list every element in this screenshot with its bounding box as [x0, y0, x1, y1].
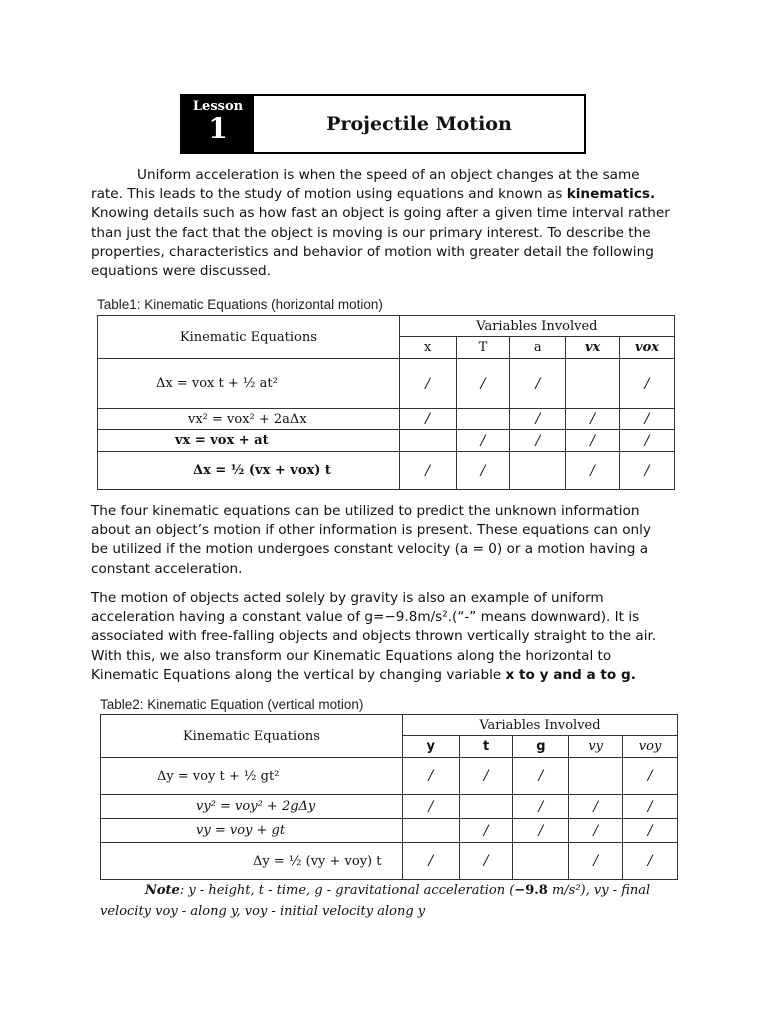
note-text-2: ), vy - final velocity voy - along y, voy - initial velocity along y: [100, 883, 651, 919]
table-row: [98, 430, 675, 452]
intro-bold-term: kinematics.: [566, 186, 656, 203]
table-row: [101, 843, 678, 880]
table1: [97, 315, 675, 490]
check-mark: /: [623, 843, 678, 880]
check-mark: /: [623, 795, 678, 819]
check-mark: /: [399, 409, 456, 430]
table1-caption: Table1: Kinematic Equations (horizontal motion): [97, 297, 383, 312]
table1-var: x: [399, 337, 456, 359]
check-mark: /: [399, 359, 456, 409]
table2-var: y: [402, 736, 459, 758]
table1-var: vox: [620, 337, 675, 359]
table2-caption: Table2: Kinematic Equation (vertical motion): [100, 697, 364, 712]
table2: [100, 714, 678, 880]
check-mark: /: [569, 843, 623, 880]
intro-paragraph: [91, 166, 671, 281]
check-mark: /: [399, 452, 456, 490]
check-mark: /: [459, 843, 513, 880]
check-mark: /: [510, 409, 566, 430]
check-mark: /: [620, 430, 675, 452]
check-mark: [402, 819, 459, 843]
check-mark: /: [566, 430, 620, 452]
table1-equation: vx = vox + at: [98, 430, 400, 452]
check-mark: [510, 452, 566, 490]
lesson-badge: [182, 96, 254, 152]
table-row: [101, 758, 678, 795]
check-mark: /: [459, 819, 513, 843]
note-text-1: : y - height, t - time, g - gravitational acceleration (: [179, 883, 515, 898]
check-mark: [459, 795, 513, 819]
paragraph-gravity: [91, 589, 671, 685]
lesson-header: [180, 94, 586, 154]
table2-header-equations: Kinematic Equations: [101, 715, 403, 758]
note-g-unit: m/s²: [551, 883, 581, 898]
check-mark: /: [620, 409, 675, 430]
table2-var: g: [513, 736, 569, 758]
table2-equation: Δy = voy t + ½ gt²: [101, 758, 403, 795]
intro-text-2: Knowing details such as how fast an object is going after a given time interval rather than just the fact that the object is moving is our primary interest. To describe the properties, characteristics and behavior of motion with greater detail the following equations were discussed.: [91, 205, 670, 280]
note-label: Note: [145, 883, 180, 898]
check-mark: /: [513, 758, 569, 795]
gravity-bold-text: x to y and a to g.: [505, 666, 636, 683]
check-mark: /: [456, 430, 510, 452]
table1-header-equations: Kinematic Equations: [98, 316, 400, 359]
intro-text-1: Uniform acceleration is when the speed of an object changes at the same rate. This leads to the study of motion using equations and known as: [91, 167, 640, 203]
page-title: Projectile Motion: [326, 113, 512, 135]
check-mark: /: [623, 819, 678, 843]
lesson-label: Lesson: [192, 99, 244, 114]
gravity-text: The motion of objects acted solely by gravity is also an example of uniform acceleration having a constant value of g=−9.8m/s².(“-” means downward). It is associated with free-falling objects and objects thrown vertically straight to the air. With this, we also transform our Kinematic Equations along the horizontal to Kinematic Equations along the vertical by changing variable: [91, 590, 657, 683]
table1-var: T: [456, 337, 510, 359]
table1-equation: Δx = vox t + ½ at²: [98, 359, 400, 409]
check-mark: /: [569, 795, 623, 819]
note-g-value: −9.8: [514, 883, 548, 898]
check-mark: [513, 843, 569, 880]
table2-equation: Δy = ½ (vy + voy) t: [101, 843, 403, 880]
check-mark: /: [510, 359, 566, 409]
check-mark: /: [513, 795, 569, 819]
check-mark: /: [513, 819, 569, 843]
check-mark: /: [402, 758, 459, 795]
table-row: [101, 795, 678, 819]
check-mark: /: [402, 843, 459, 880]
table2-var: t: [459, 736, 513, 758]
check-mark: [569, 758, 623, 795]
check-mark: /: [623, 758, 678, 795]
check-mark: [566, 359, 620, 409]
table2-equation: vy² = voy² + 2gΔy: [101, 795, 403, 819]
check-mark: /: [456, 452, 510, 490]
check-mark: /: [569, 819, 623, 843]
check-mark: /: [510, 430, 566, 452]
note: [100, 880, 660, 922]
check-mark: /: [566, 452, 620, 490]
table1-var: vx: [566, 337, 620, 359]
table1-header-variables: Variables Involved: [399, 316, 674, 337]
table-row: [101, 819, 678, 843]
table2-var: voy: [623, 736, 678, 758]
table2-equation: vy = voy + gt: [101, 819, 403, 843]
table1-equation: Δx = ½ (vx + vox) t: [98, 452, 400, 490]
paragraph-constant-acceleration: The four kinematic equations can be utilized to predict the unknown information about an object’s motion if other information is present. These equations can only be utilized if the motion undergoes constant velocity (a = 0) or a motion having a constant acceleration.: [91, 503, 651, 577]
lesson-number: 1: [208, 112, 228, 145]
check-mark: /: [566, 409, 620, 430]
check-mark: /: [620, 452, 675, 490]
table-row: [98, 409, 675, 430]
table-row: [98, 452, 675, 490]
check-mark: /: [459, 758, 513, 795]
check-mark: /: [456, 359, 510, 409]
table1-var: a: [510, 337, 566, 359]
table-row: [98, 359, 675, 409]
check-mark: /: [620, 359, 675, 409]
table2-header-variables: Variables Involved: [402, 715, 677, 736]
check-mark: /: [402, 795, 459, 819]
table2-var: vy: [569, 736, 623, 758]
check-mark: [456, 409, 510, 430]
table1-equation: vx² = vox² + 2aΔx: [98, 409, 400, 430]
check-mark: [399, 430, 456, 452]
